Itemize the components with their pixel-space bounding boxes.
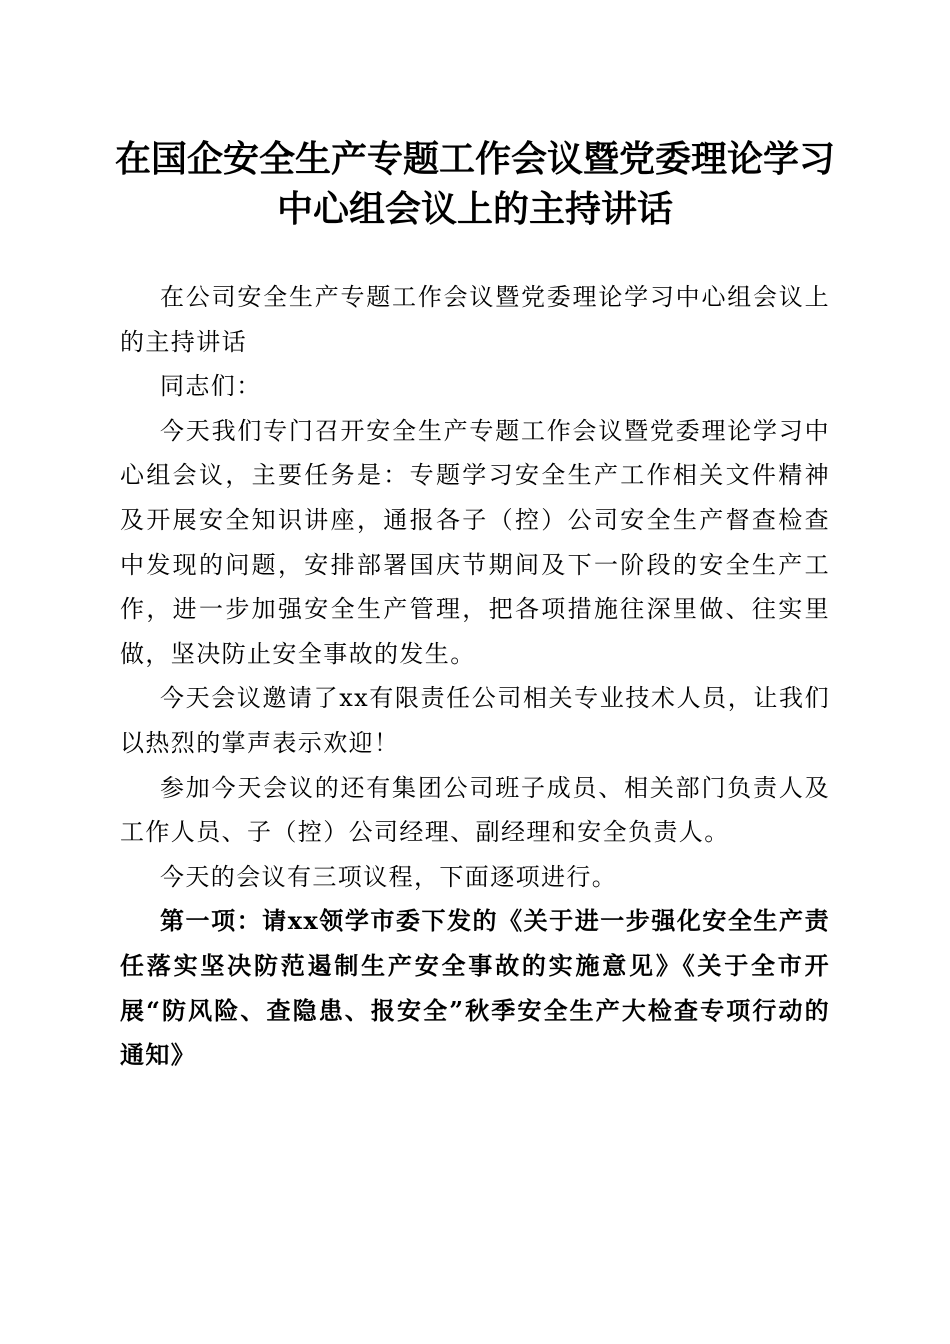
paragraph-agenda-intro: 今天的会议有三项议程，下面逐项进行。 [160, 862, 618, 891]
document-body [120, 275, 830, 1078]
paragraph-attendees: 参加今天会议的还有集团公司班子成员、相关部门负责人及工作人员、子（控）公司经理、副经理和安全负责人。 [120, 773, 830, 847]
paragraph-salutation: 同志们： [160, 372, 262, 401]
document-title-line-2: 中心组会议上的主持讲话 [276, 188, 673, 230]
document-title [100, 134, 850, 234]
paragraph-welcome-guests: 今天会议邀请了xx有限责任公司相关专业技术人员，让我们以热烈的掌声表示欢迎！ [120, 684, 830, 757]
document-title-line-1: 在国企安全生产专题工作会议暨党委理论学习 [114, 138, 835, 180]
paragraph-agenda-item-1: 第一项：请xx领学市委下发的《关于进一步强化安全生产责任落实坚决防范遏制生产安全事故的实施意见》《关于全市开展“防风险、查隐患、报安全”秋季安全生产大检查专项行动的通知》 [120, 906, 830, 1070]
paragraph-heading-repeat: 在公司安全生产专题工作会议暨党委理论学习中心组会议上的主持讲话 [120, 283, 830, 356]
paragraph-meeting-purpose: 今天我们专门召开安全生产专题工作会议暨党委理论学习中心组会议，主要任务是：专题学习安全生产工作相关文件精神及开展安全知识讲座，通报各子（控）公司安全生产督查检查中发现的问题，安排部署国庆节期间及下一阶段的安全生产工作，进一步加强安全生产管理，把各项措施往深里做、往实里做，坚决防止安全事故的发生。 [120, 416, 830, 668]
